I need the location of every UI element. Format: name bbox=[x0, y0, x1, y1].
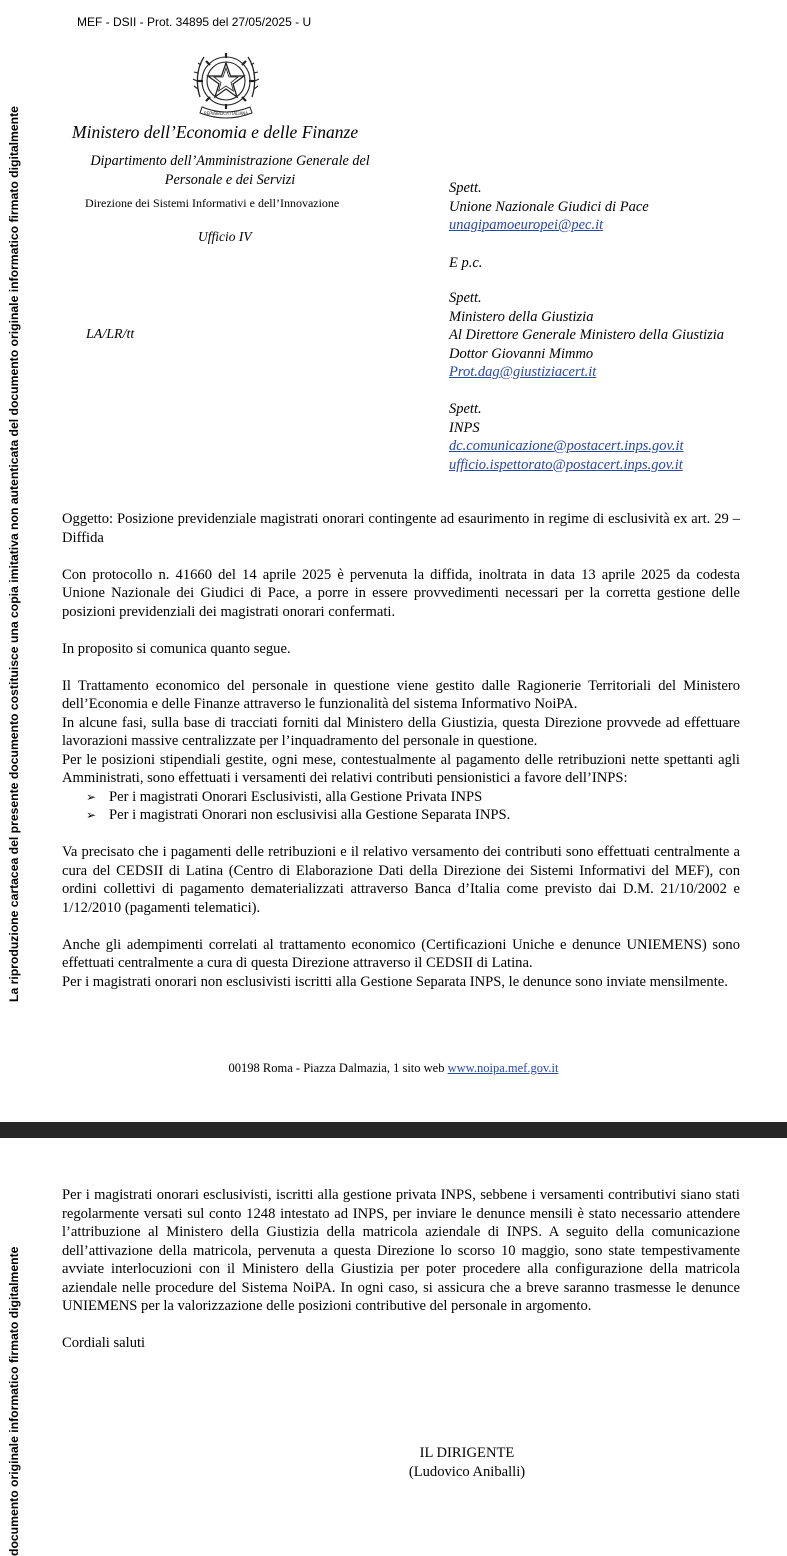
list-item: ➢ Per i magistrati Onorari Esclusivisti, alla Gestione Privata INPS bbox=[86, 788, 483, 805]
recipient-name: Ministero della Giustizia bbox=[449, 308, 594, 325]
paragraph: Per le posizioni stipendiali gestite, ogni mese, contestualmente al pagamento delle retribuzioni nette spettanti agli Amministrati, sono effettuati i versamenti dei relativi contributi pensionistici a favore dell’INPS: bbox=[62, 751, 740, 786]
recipient-salutation: Spett. bbox=[449, 290, 482, 306]
paragraph: Per i magistrati onorari non esclusivisti iscritti alla Gestione Separata INPS, le denunce sono inviate mensilmente. bbox=[62, 973, 728, 990]
digital-signature-notice: documento originale informatico firmato digitalmente bbox=[7, 1246, 21, 1556]
recipient-line: Al Direttore Generale Ministero della Giustizia bbox=[449, 327, 725, 343]
letter-body bbox=[62, 510, 740, 991]
recipient-name: Unione Nazionale Giudici di Pace bbox=[449, 198, 649, 215]
digital-signature-notice: La riproduzione cartacea del presente documento costituisce una copia imitativa non autenticata del documento originale informatico firmato digitalmente bbox=[7, 106, 21, 1002]
paragraph: Con protocollo n. 41660 del 14 aprile 2025 è pervenuta la diffida, inoltrata in data 13 aprile 2025 da codesta Unione Nazionale dei Giudici di Pace, a porre in essere provvedimenti necessari per la corretta gestione delle posizioni previdenziali dei magistrati onorari confermati. bbox=[62, 566, 740, 620]
recipient-name: INPS bbox=[449, 419, 480, 436]
arrow-bullet-icon: ➢ bbox=[86, 789, 97, 804]
bullet-list bbox=[62, 788, 740, 825]
paragraph: Il Trattamento economico del personale in questione viene gestito dalle Ragionerie Territoriali del Ministero dell’Economia e delle Finanze attraverso le funzionalità del sistema Informativo NoiPA. bbox=[62, 677, 740, 712]
page-separator bbox=[0, 1122, 787, 1138]
recipient-email-link[interactable]: dc.comunicazione@postacert.inps.gov.it bbox=[449, 438, 684, 454]
arrow-bullet-icon: ➢ bbox=[86, 808, 97, 822]
department-name: Dipartimento dell’Amministrazione Generale del Personale e dei Servizi bbox=[90, 153, 370, 188]
document-page-2 bbox=[0, 1138, 787, 1556]
letter-body-continued bbox=[62, 1186, 740, 1353]
cc-label: E p.c. bbox=[449, 255, 483, 271]
recipient-block-2 bbox=[449, 289, 724, 382]
recipient-block-1 bbox=[449, 179, 649, 235]
signer-title: IL DIRIGENTE bbox=[419, 1445, 515, 1461]
footer-website-link[interactable]: www.noipa.mef.gov.it bbox=[447, 1061, 559, 1075]
reference-initials: LA/LR/tt bbox=[86, 327, 135, 342]
italian-republic-emblem-icon bbox=[190, 45, 262, 123]
paragraph: In alcune fasi, sulla base di tracciati forniti dal Ministero della Giustizia, questa Direzione provvede ad effettuare lavorazioni massive centralizzate per l’inquadramento del personale in questione. bbox=[62, 714, 740, 749]
recipient-email-link[interactable]: ufficio.ispettorato@postacert.inps.gov.it bbox=[449, 456, 683, 473]
paragraph: Anche gli adempimenti correlati al trattamento economico (Certificazioni Uniche e denunce UNIEMENS) sono effettuati centralmente a cura di questa Direzione attraverso il CEDSII di Latina. bbox=[62, 936, 740, 971]
subject-line: Oggetto: Posizione previdenziale magistrati onorari contingente ad esaurimento in regime di esclusività ex art. 29 – Diffida bbox=[62, 511, 740, 546]
svg-text:REPVBBLICA ITALIANA: REPVBBLICA ITALIANA bbox=[203, 111, 249, 116]
paragraph: Per i magistrati onorari esclusivisti, iscritti alla gestione privata INPS, sebbene i versamenti contributivi siano stati regolarmente versati sul conto 1248 intestato ad INPS, per inviare le denunce mensili è stato necessario attendere l’attribuzione al Ministero della Giustizia della matricola aziendale di INPS. A seguito della comunicazione dell’attivazione della matricola, pervenuta a questa Direzione lo scorso 10 maggio, sono state tempestivamente avviate interlocuzioni con il Ministero della Giustizia per poter procedere alla configurazione della matricola aziendale nelle procedure del Sistema NoiPA. In ogni caso, si assicura che a breve saranno trasmesse le denunce UNIEMENS per la valorizzazione delle posizioni contributive del personale in argomento. bbox=[62, 1187, 740, 1314]
recipient-block-3 bbox=[449, 400, 684, 474]
footer-address: 00198 Roma - Piazza Dalmazia, 1 sito web bbox=[228, 1061, 448, 1075]
recipient-email-link[interactable]: Prot.dag@giustiziacert.it bbox=[449, 364, 597, 380]
signer-name: (Ludovico Aniballi) bbox=[408, 1463, 526, 1480]
ministry-name: Ministero dell’Economia e delle Finanze bbox=[72, 122, 359, 142]
closing-greeting: Cordiali saluti bbox=[62, 1335, 146, 1351]
page-footer bbox=[0, 1061, 787, 1076]
paragraph: In proposito si comunica quanto segue. bbox=[62, 640, 291, 657]
recipient-line: Dottor Giovanni Mimmo bbox=[449, 345, 594, 362]
paragraph: Va precisato che i pagamenti delle retribuzioni e il relativo versamento dei contributi sono effettuati centralmente a cura del CEDSII di Latina (Centro di Elaborazione Dati della Direzione dei Sistemi Informativi del MEF), con ordini collettivi di pagamento dematerializzati attraverso Banca d’Italia come previsto dai D.M. 21/10/2002 e 1/12/2010 (pagamenti telematici). bbox=[62, 844, 740, 916]
recipient-email-link[interactable]: unagipamoeuropei@pec.it bbox=[449, 217, 604, 233]
list-item: ➢ Per i magistrati Onorari non esclusivisi alla Gestione Separata INPS. bbox=[86, 807, 511, 823]
protocol-stamp: MEF - DSII - Prot. 34895 del 27/05/2025 - U bbox=[77, 15, 312, 29]
signature-block bbox=[340, 1444, 594, 1481]
office-name: Ufficio IV bbox=[198, 229, 252, 244]
recipient-salutation: Spett. bbox=[449, 180, 482, 196]
recipient-salutation: Spett. bbox=[449, 401, 482, 417]
directorate-name: Direzione dei Sistemi Informativi e dell’Innovazione bbox=[85, 196, 340, 210]
